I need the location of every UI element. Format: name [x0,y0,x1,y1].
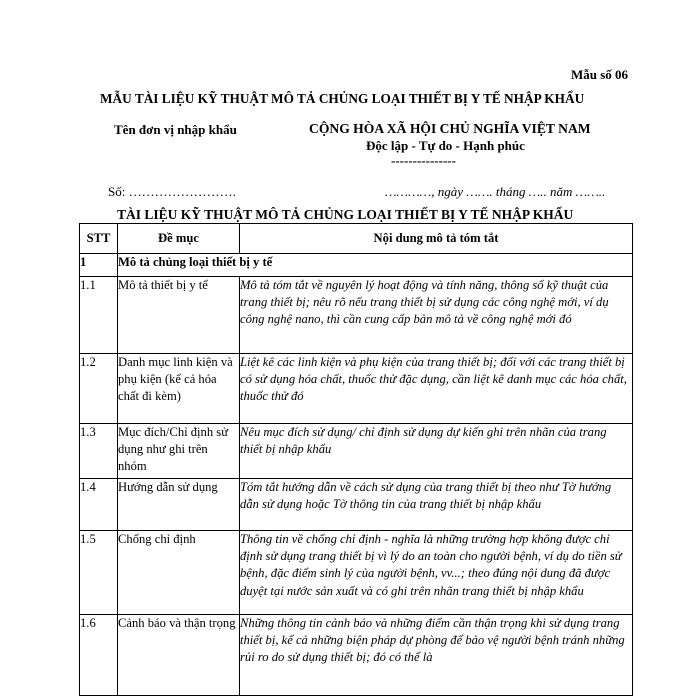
row-number: 1.2 [80,354,118,424]
column-header-description: Nội dung mô tả tóm tắt [240,224,633,254]
row-item: Cảnh báo và thận trọng [118,615,240,696]
row-description: Những thông tin cảnh báo và những điểm cần thận trọng khi sử dụng trang thiết bị, kể cả những biện pháp dự phòng để bảo vệ người bệnh tránh những rủi ro do sử dụng thiết bị; đó có thể là [240,615,633,696]
column-header-stt: STT [80,224,118,254]
document-title: MẪU TÀI LIỆU KỸ THUẬT MÔ TẢ CHỦNG LOẠI THIẾT BỊ Y TẾ NHẬP KHẨU [100,91,585,106]
row-description: Thông tin về chống chỉ định - nghĩa là những trường hợp không được chỉ định sử dụng trang thiết bị vì lý do an toàn cho người bệnh, ví dụ do tiền sử bệnh, đặc điểm sinh lý của người bệnh, vv...; theo đúng nội dung đã được duyệt tại nước sản xuất và có ghi trên nhãn trang thiết bị nhập khẩu [240,531,633,615]
form-number: Mẫu số 06 [571,67,629,82]
row-number: 1.3 [80,424,118,479]
row-number: 1.1 [80,277,118,354]
row-description: Nêu mục đích sử dụng/ chỉ định sử dụng dự kiến ghi trên nhãn của trang thiết bị nhập khẩu [240,424,633,479]
table-row [80,479,633,531]
table-row [80,277,633,354]
motto-underline: --------------- [391,153,456,168]
row-item: Mô tả thiết bị y tế [118,277,240,354]
national-motto: Độc lập - Tự do - Hạnh phúc [366,138,525,153]
row-description: Mô tả tóm tắt về nguyên lý hoạt động và tính năng, thông số kỹ thuật của trang thiết bị; nêu rõ nếu trang thiết bị sử dụng các công nghệ mới, ví dụ công nghệ nano, thì cần cung cấp bản mô tả về công nghệ mới đó [240,277,633,354]
table-row [80,354,633,424]
table-row [80,615,633,696]
table-row [80,531,633,615]
table-row [80,424,633,479]
republic-heading: CỘNG HÒA XÃ HỘI CHỦ NGHĨA VIỆT NAM [309,121,591,136]
date-field: …………, ngày ……. tháng ….. năm …….. [385,184,606,199]
row-number: 1.6 [80,615,118,696]
description-table [79,223,633,696]
table-title: TÀI LIỆU KỸ THUẬT MÔ TẢ CHỦNG LOẠI THIẾT BỊ Y TẾ NHẬP KHẨU [117,207,574,222]
row-number: 1.4 [80,479,118,531]
row-number: 1.5 [80,531,118,615]
row-description: Liệt kê các linh kiện và phụ kiện của trang thiết bị; đối với các trang thiết bị có sử dụng hóa chất, thuốc thử đặc dụng, cần liệt kê danh mục các hóa chất, thuốc thử đó [240,354,633,424]
row-item: Chống chỉ định [118,531,240,615]
section-title: Mô tả chủng loại thiết bị y tế [118,254,633,277]
document-number-field: Số: ……………………. [108,184,236,199]
row-item: Hướng dẫn sử dụng [118,479,240,531]
section-number: 1 [80,254,118,277]
row-item: Mục đích/Chỉ định sử dụng như ghi trên nhóm [118,424,240,479]
section-row [80,254,633,277]
table-header-row [80,224,633,254]
column-header-item: Đề mục [118,224,240,254]
row-description: Tóm tắt hướng dẫn về cách sử dụng của trang thiết bị theo như Tờ hướng dẫn sử dụng hoặc Tờ thông tin của trang thiết bị nhập khẩu [240,479,633,531]
row-item: Danh mục linh kiện và phụ kiện (kể cả hóa chất đi kèm) [118,354,240,424]
importer-label: Tên đơn vị nhập khẩu [114,122,237,137]
